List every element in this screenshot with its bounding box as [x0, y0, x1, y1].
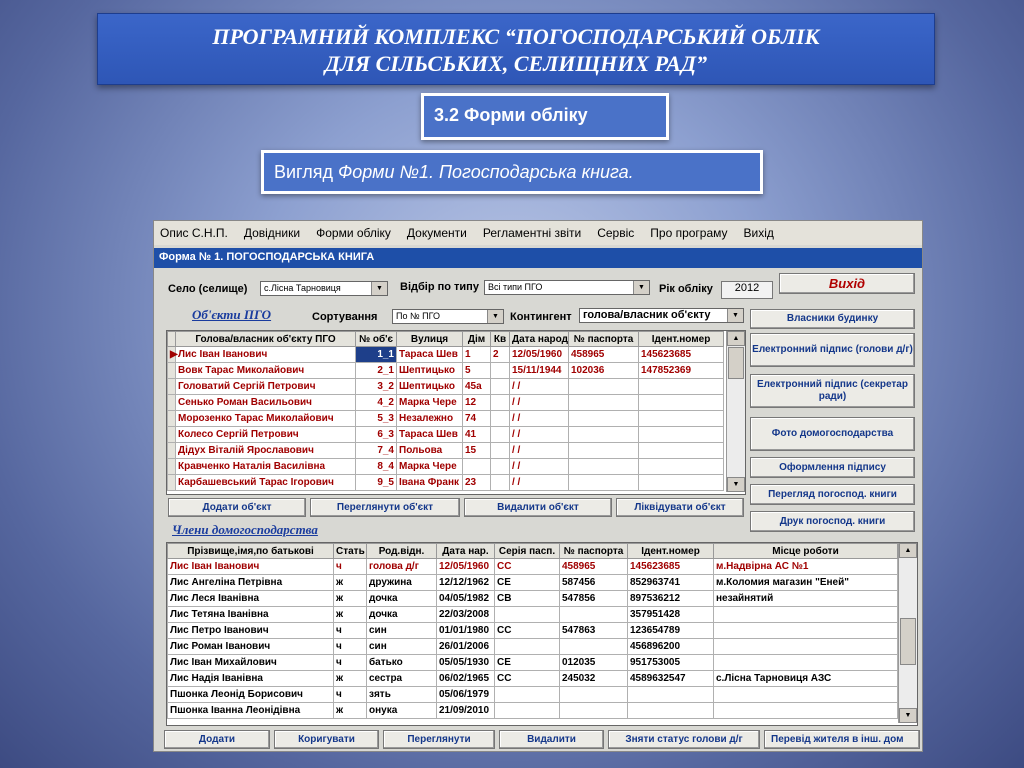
table-cell[interactable]: ж: [334, 671, 367, 687]
table-cell[interactable]: Лис Петро Іванович: [168, 623, 334, 639]
table-cell[interactable]: Шептицько: [397, 363, 463, 379]
col-header[interactable]: Ідент.номер: [628, 544, 714, 559]
table-cell[interactable]: с.Лісна Тарновиця АЗС: [714, 671, 898, 687]
table-cell[interactable]: онука: [367, 703, 437, 719]
table-cell[interactable]: ж: [334, 591, 367, 607]
col-header[interactable]: № паспорта: [560, 544, 628, 559]
table-cell[interactable]: м.Надвірна АС №1: [714, 559, 898, 575]
table-cell[interactable]: [639, 459, 724, 475]
table-cell[interactable]: 5: [463, 363, 491, 379]
table-cell[interactable]: 8_4: [356, 459, 397, 475]
chevron-down-icon[interactable]: ▼: [487, 310, 503, 323]
table-cell[interactable]: [569, 427, 639, 443]
menu-item-pro[interactable]: Про програму: [650, 226, 728, 240]
table-cell[interactable]: Лис Іван Михайлович: [168, 655, 334, 671]
table-cell[interactable]: [714, 607, 898, 623]
sort-label: Сортування: [312, 311, 378, 323]
table-cell[interactable]: 458965: [560, 559, 628, 575]
table-cell[interactable]: ч: [334, 623, 367, 639]
table-cell[interactable]: 102036: [569, 363, 639, 379]
table-cell[interactable]: зять: [367, 687, 437, 703]
banner-line-2: ДЛЯ СІЛЬСЬКИХ, СЕЛИЩНИХ РАД”: [324, 51, 708, 76]
delete-member-button[interactable]: Видалити: [499, 730, 604, 749]
row-marker: [168, 395, 176, 411]
menu-item-dokumenty[interactable]: Документи: [406, 226, 467, 240]
col-header[interactable]: Серія пасп.: [495, 544, 560, 559]
table-cell[interactable]: 74: [463, 411, 491, 427]
row-marker: [168, 379, 176, 395]
table-cell[interactable]: / /: [510, 427, 569, 443]
chevron-down-icon[interactable]: ▼: [727, 309, 743, 322]
menu-item-formy[interactable]: Форми обліку: [316, 226, 391, 240]
objects-header-row: [168, 332, 724, 347]
owners-button[interactable]: Власники будинку: [750, 309, 915, 329]
village-label: Село (селище): [168, 283, 248, 295]
slide-banner: [97, 13, 935, 85]
col-header[interactable]: Дата нар.: [437, 544, 495, 559]
table-cell[interactable]: Лис Іван Іванович: [176, 347, 356, 363]
table-cell[interactable]: 1_1: [356, 347, 397, 363]
contingent-value: голова/власник об'єкту: [583, 309, 711, 321]
table-cell[interactable]: [569, 395, 639, 411]
table-cell[interactable]: 21/09/2010: [437, 703, 495, 719]
table-cell[interactable]: [639, 411, 724, 427]
table-cell[interactable]: [491, 395, 510, 411]
row-pointer-icon: ▶: [168, 347, 176, 363]
table-cell[interactable]: [491, 363, 510, 379]
col-header[interactable]: Голова/власник об'єкту ПГО: [176, 332, 356, 347]
table-cell[interactable]: 12/12/1962: [437, 575, 495, 591]
remove-head-status-button[interactable]: Зняти статус голови д/г: [608, 730, 760, 749]
edit-member-button[interactable]: Коригувати: [274, 730, 379, 749]
table-cell[interactable]: / /: [510, 395, 569, 411]
table-cell[interactable]: Лис Іван Іванович: [168, 559, 334, 575]
table-row[interactable]: [168, 607, 898, 623]
objects-table: [167, 331, 724, 491]
table-cell[interactable]: СЕ: [495, 655, 560, 671]
table-cell[interactable]: СС: [495, 623, 560, 639]
table-cell[interactable]: 6_3: [356, 427, 397, 443]
table-row[interactable]: [168, 459, 724, 475]
view-object-button[interactable]: Переглянути об'єкт: [310, 498, 460, 517]
members-link[interactable]: Члени домогосподарства: [172, 522, 318, 537]
table-cell[interactable]: / /: [510, 475, 569, 491]
table-cell[interactable]: [495, 607, 560, 623]
table-cell[interactable]: 45а: [463, 379, 491, 395]
table-cell[interactable]: 852963741: [628, 575, 714, 591]
menu-item-opys[interactable]: Опис С.Н.П.: [160, 226, 228, 240]
col-header[interactable]: Місце роботи: [714, 544, 898, 559]
objects-rows: [168, 347, 724, 491]
table-cell[interactable]: [569, 411, 639, 427]
table-cell[interactable]: СС: [495, 671, 560, 687]
menu-item-servis[interactable]: Сервіс: [597, 226, 635, 240]
table-cell[interactable]: Марка Чере: [397, 395, 463, 411]
table-row[interactable]: [168, 623, 898, 639]
form-title: Форма № 1. ПОГОСПОДАРСЬКА КНИГА: [154, 248, 922, 268]
table-cell[interactable]: [714, 687, 898, 703]
table-row[interactable]: [168, 363, 724, 379]
table-cell[interactable]: 5_3: [356, 411, 397, 427]
members-header-row: [168, 544, 898, 559]
table-cell[interactable]: [569, 379, 639, 395]
table-cell[interactable]: 26/01/2006: [437, 639, 495, 655]
table-row[interactable]: [168, 395, 724, 411]
table-row[interactable]: [168, 427, 724, 443]
row-marker: [168, 459, 176, 475]
exit-button[interactable]: Вихід: [779, 273, 915, 294]
col-header[interactable]: Ідент.номер: [639, 332, 724, 347]
table-cell[interactable]: Польова: [397, 443, 463, 459]
sort-value: По № ПГО: [396, 311, 440, 321]
objects-scrollbar[interactable]: [726, 331, 745, 492]
table-cell[interactable]: [714, 639, 898, 655]
filter-select[interactable]: [484, 280, 650, 295]
table-cell[interactable]: 04/05/1982: [437, 591, 495, 607]
table-cell[interactable]: Тараса Шев: [397, 347, 463, 363]
row-marker: [168, 363, 176, 379]
table-cell[interactable]: [569, 475, 639, 491]
table-cell[interactable]: 12/05/1960: [437, 559, 495, 575]
table-cell[interactable]: ж: [334, 607, 367, 623]
col-header[interactable]: Дата народ: [510, 332, 569, 347]
table-cell[interactable]: [495, 687, 560, 703]
table-cell[interactable]: [639, 379, 724, 395]
table-cell[interactable]: [560, 639, 628, 655]
table-cell[interactable]: 145623685: [639, 347, 724, 363]
table-cell[interactable]: 9_5: [356, 475, 397, 491]
col-header[interactable]: Дім: [463, 332, 491, 347]
table-cell[interactable]: дружина: [367, 575, 437, 591]
table-cell[interactable]: 897536212: [628, 591, 714, 607]
table-cell[interactable]: 2_1: [356, 363, 397, 379]
table-cell[interactable]: [491, 411, 510, 427]
table-cell[interactable]: Вовк Тарас Миколайович: [176, 363, 356, 379]
row-marker: [168, 443, 176, 459]
table-cell[interactable]: 01/01/1980: [437, 623, 495, 639]
scroll-down-icon[interactable]: ▼: [727, 477, 745, 492]
slide-caption: [261, 150, 763, 194]
table-cell[interactable]: [639, 475, 724, 491]
table-cell[interactable]: Пшонка Леонід Борисович: [168, 687, 334, 703]
household-photo-button[interactable]: Фото домогосподарства: [750, 417, 915, 451]
table-cell[interactable]: 7_4: [356, 443, 397, 459]
menu-item-dovidnyky[interactable]: Довідники: [243, 226, 301, 240]
table-row[interactable]: [168, 559, 898, 575]
chevron-down-icon[interactable]: ▼: [371, 282, 387, 295]
table-cell[interactable]: ч: [334, 639, 367, 655]
table-cell[interactable]: 357951428: [628, 607, 714, 623]
table-cell[interactable]: [639, 395, 724, 411]
add-object-button[interactable]: Додати об'єкт: [168, 498, 306, 517]
table-cell[interactable]: 951753005: [628, 655, 714, 671]
table-cell[interactable]: 145623685: [628, 559, 714, 575]
members-grid: [166, 542, 918, 726]
table-cell[interactable]: сестра: [367, 671, 437, 687]
table-cell[interactable]: Лис Ангеліна Петрівна: [168, 575, 334, 591]
col-header[interactable]: Прізвище,імя,по батькові: [168, 544, 334, 559]
col-header[interactable]: № об'є: [356, 332, 397, 347]
table-cell[interactable]: [491, 443, 510, 459]
table-cell[interactable]: дочка: [367, 607, 437, 623]
table-cell[interactable]: СС: [495, 559, 560, 575]
table-row[interactable]: [168, 639, 898, 655]
caption-italic: Форми №1. Погосподарська книга.: [337, 162, 634, 182]
table-cell[interactable]: Івана Франк: [397, 475, 463, 491]
table-row[interactable]: [168, 379, 724, 395]
table-cell[interactable]: [714, 623, 898, 639]
table-cell[interactable]: голова д/г: [367, 559, 437, 575]
table-cell[interactable]: Карбашевський Тарас Ігорович: [176, 475, 356, 491]
table-cell[interactable]: [495, 703, 560, 719]
objects-link[interactable]: Об'єкти ПГО: [192, 307, 272, 322]
table-cell[interactable]: [491, 427, 510, 443]
table-cell[interactable]: 587456: [560, 575, 628, 591]
table-cell[interactable]: батько: [367, 655, 437, 671]
table-cell[interactable]: 06/02/1965: [437, 671, 495, 687]
table-cell[interactable]: 547863: [560, 623, 628, 639]
objects-grid: [166, 330, 746, 495]
col-header[interactable]: Стать: [334, 544, 367, 559]
table-cell[interactable]: 458965: [569, 347, 639, 363]
transfer-resident-button[interactable]: Перевід жителя в інш. дом: [764, 730, 920, 749]
table-cell[interactable]: Шептицько: [397, 379, 463, 395]
menu-item-vykhid[interactable]: Вихід: [743, 226, 774, 240]
table-row[interactable]: [168, 655, 898, 671]
table-cell[interactable]: [628, 687, 714, 703]
print-book-button[interactable]: Друк погоспод. книги: [750, 511, 915, 532]
scroll-up-icon[interactable]: ▲: [899, 543, 917, 558]
table-cell[interactable]: незайнятий: [714, 591, 898, 607]
table-cell[interactable]: Колесо Сергій Петрович: [176, 427, 356, 443]
table-cell[interactable]: СЕ: [495, 575, 560, 591]
table-cell[interactable]: СВ: [495, 591, 560, 607]
table-cell[interactable]: 12/05/1960: [510, 347, 569, 363]
table-row[interactable]: [168, 475, 724, 491]
table-cell[interactable]: [491, 459, 510, 475]
members-table: [167, 543, 898, 719]
table-cell[interactable]: Кравченко Наталія Василівна: [176, 459, 356, 475]
table-cell[interactable]: Пшонка Іванна Леонідівна: [168, 703, 334, 719]
col-header[interactable]: Кв: [491, 332, 510, 347]
table-row[interactable]: [168, 575, 898, 591]
village-value: с.Лісна Тарновиця: [264, 283, 341, 293]
year-field[interactable]: 2012: [721, 281, 773, 299]
table-cell[interactable]: [491, 475, 510, 491]
table-row[interactable]: [168, 411, 724, 427]
table-cell[interactable]: [714, 703, 898, 719]
table-cell[interactable]: [560, 607, 628, 623]
row-marker: [168, 411, 176, 427]
table-cell[interactable]: ж: [334, 703, 367, 719]
table-cell[interactable]: син: [367, 623, 437, 639]
scroll-down-icon[interactable]: ▼: [899, 708, 917, 723]
row-marker: [168, 475, 176, 491]
signature-secretary-button[interactable]: Електронний підпис (секретар ради): [750, 374, 915, 408]
table-cell[interactable]: 41: [463, 427, 491, 443]
year-label: Рік обліку: [659, 283, 713, 295]
table-cell[interactable]: 123654789: [628, 623, 714, 639]
table-cell[interactable]: [560, 703, 628, 719]
app-window: [153, 220, 923, 752]
scroll-thumb[interactable]: [900, 618, 916, 665]
row-selector-header: [168, 332, 176, 347]
table-cell[interactable]: Дідух Віталій Ярославович: [176, 443, 356, 459]
banner-line-1: ПРОГРАМНИЙ КОМПЛЕКС “ПОГОСПОДАРСЬКИЙ ОБЛІК: [212, 24, 820, 49]
table-cell[interactable]: 4_2: [356, 395, 397, 411]
filter-label: Відбір по типу: [400, 281, 479, 293]
table-cell[interactable]: м.Коломия магазин "Еней": [714, 575, 898, 591]
table-row[interactable]: [168, 591, 898, 607]
table-cell[interactable]: Марка Чере: [397, 459, 463, 475]
table-cell[interactable]: 1: [463, 347, 491, 363]
menu-item-zvity[interactable]: Регламентні звіти: [482, 226, 582, 240]
table-cell[interactable]: ч: [334, 687, 367, 703]
menu-bar: [154, 221, 922, 245]
table-cell[interactable]: [714, 655, 898, 671]
col-header[interactable]: № паспорта: [569, 332, 639, 347]
delete-object-button[interactable]: Видалити об'єкт: [464, 498, 612, 517]
row-marker: [168, 427, 176, 443]
table-cell[interactable]: ч: [334, 559, 367, 575]
signature-format-button[interactable]: Оформлення підпису: [750, 457, 915, 478]
table-cell[interactable]: 05/05/1930: [437, 655, 495, 671]
table-cell[interactable]: 12: [463, 395, 491, 411]
view-member-button[interactable]: Переглянути: [383, 730, 495, 749]
table-row[interactable]: [168, 443, 724, 459]
add-member-button[interactable]: Додати: [164, 730, 270, 749]
table-cell[interactable]: 245032: [560, 671, 628, 687]
table-cell[interactable]: Лис Леся Іванівна: [168, 591, 334, 607]
scroll-thumb[interactable]: [728, 347, 744, 379]
contingent-select[interactable]: [579, 308, 744, 323]
table-row[interactable]: [168, 687, 898, 703]
table-cell[interactable]: дочка: [367, 591, 437, 607]
section-title: 3.2 Форми обліку: [421, 93, 669, 140]
table-cell[interactable]: [569, 459, 639, 475]
table-cell[interactable]: [560, 687, 628, 703]
signature-head-button[interactable]: Електронний підпис (голови д/г): [750, 333, 915, 367]
table-cell[interactable]: Морозенко Тарас Миколайович: [176, 411, 356, 427]
table-cell[interactable]: / /: [510, 459, 569, 475]
contingent-label: Контингент: [510, 311, 572, 323]
table-cell[interactable]: 23: [463, 475, 491, 491]
table-cell[interactable]: [639, 427, 724, 443]
table-cell[interactable]: 05/06/1979: [437, 687, 495, 703]
table-cell[interactable]: Тараса Шев: [397, 427, 463, 443]
table-cell[interactable]: Лис Надія Іванівна: [168, 671, 334, 687]
table-row[interactable]: [168, 347, 724, 363]
table-cell[interactable]: [639, 443, 724, 459]
table-cell[interactable]: [463, 459, 491, 475]
table-cell[interactable]: 547856: [560, 591, 628, 607]
table-row[interactable]: [168, 671, 898, 687]
table-cell[interactable]: 15: [463, 443, 491, 459]
village-select[interactable]: [260, 281, 388, 296]
members-rows: [168, 559, 898, 719]
table-cell[interactable]: [628, 703, 714, 719]
table-cell[interactable]: 2: [491, 347, 510, 363]
table-cell[interactable]: [495, 639, 560, 655]
col-header[interactable]: Вулиця: [397, 332, 463, 347]
table-cell[interactable]: 456896200: [628, 639, 714, 655]
table-cell[interactable]: 012035: [560, 655, 628, 671]
table-row[interactable]: [168, 703, 898, 719]
table-cell[interactable]: син: [367, 639, 437, 655]
liquidate-object-button[interactable]: Ліквідувати об'єкт: [616, 498, 744, 517]
members-scrollbar[interactable]: [898, 543, 917, 723]
table-cell[interactable]: / /: [510, 443, 569, 459]
caption-plain: Вигляд: [274, 162, 338, 182]
scroll-up-icon[interactable]: ▲: [727, 331, 745, 346]
table-cell[interactable]: / /: [510, 411, 569, 427]
view-book-button[interactable]: Перегляд погоспод. книги: [750, 484, 915, 505]
table-cell[interactable]: [491, 379, 510, 395]
table-cell[interactable]: [569, 443, 639, 459]
table-cell[interactable]: ч: [334, 655, 367, 671]
table-cell[interactable]: Сенько Роман Васильович: [176, 395, 356, 411]
table-cell[interactable]: 3_2: [356, 379, 397, 395]
table-cell[interactable]: / /: [510, 379, 569, 395]
table-cell[interactable]: ж: [334, 575, 367, 591]
table-cell[interactable]: 147852369: [639, 363, 724, 379]
table-cell[interactable]: Лис Роман Іванович: [168, 639, 334, 655]
chevron-down-icon[interactable]: ▼: [633, 281, 649, 294]
table-cell[interactable]: Лис Тетяна Іванівна: [168, 607, 334, 623]
table-cell[interactable]: 15/11/1944: [510, 363, 569, 379]
table-cell[interactable]: Головатий Сергій Петрович: [176, 379, 356, 395]
sort-select[interactable]: [392, 309, 504, 324]
table-cell[interactable]: 22/03/2008: [437, 607, 495, 623]
filter-value: Всі типи ПГО: [488, 282, 543, 292]
table-cell[interactable]: 4589632547: [628, 671, 714, 687]
table-cell[interactable]: Незалежно: [397, 411, 463, 427]
col-header[interactable]: Род.відн.: [367, 544, 437, 559]
